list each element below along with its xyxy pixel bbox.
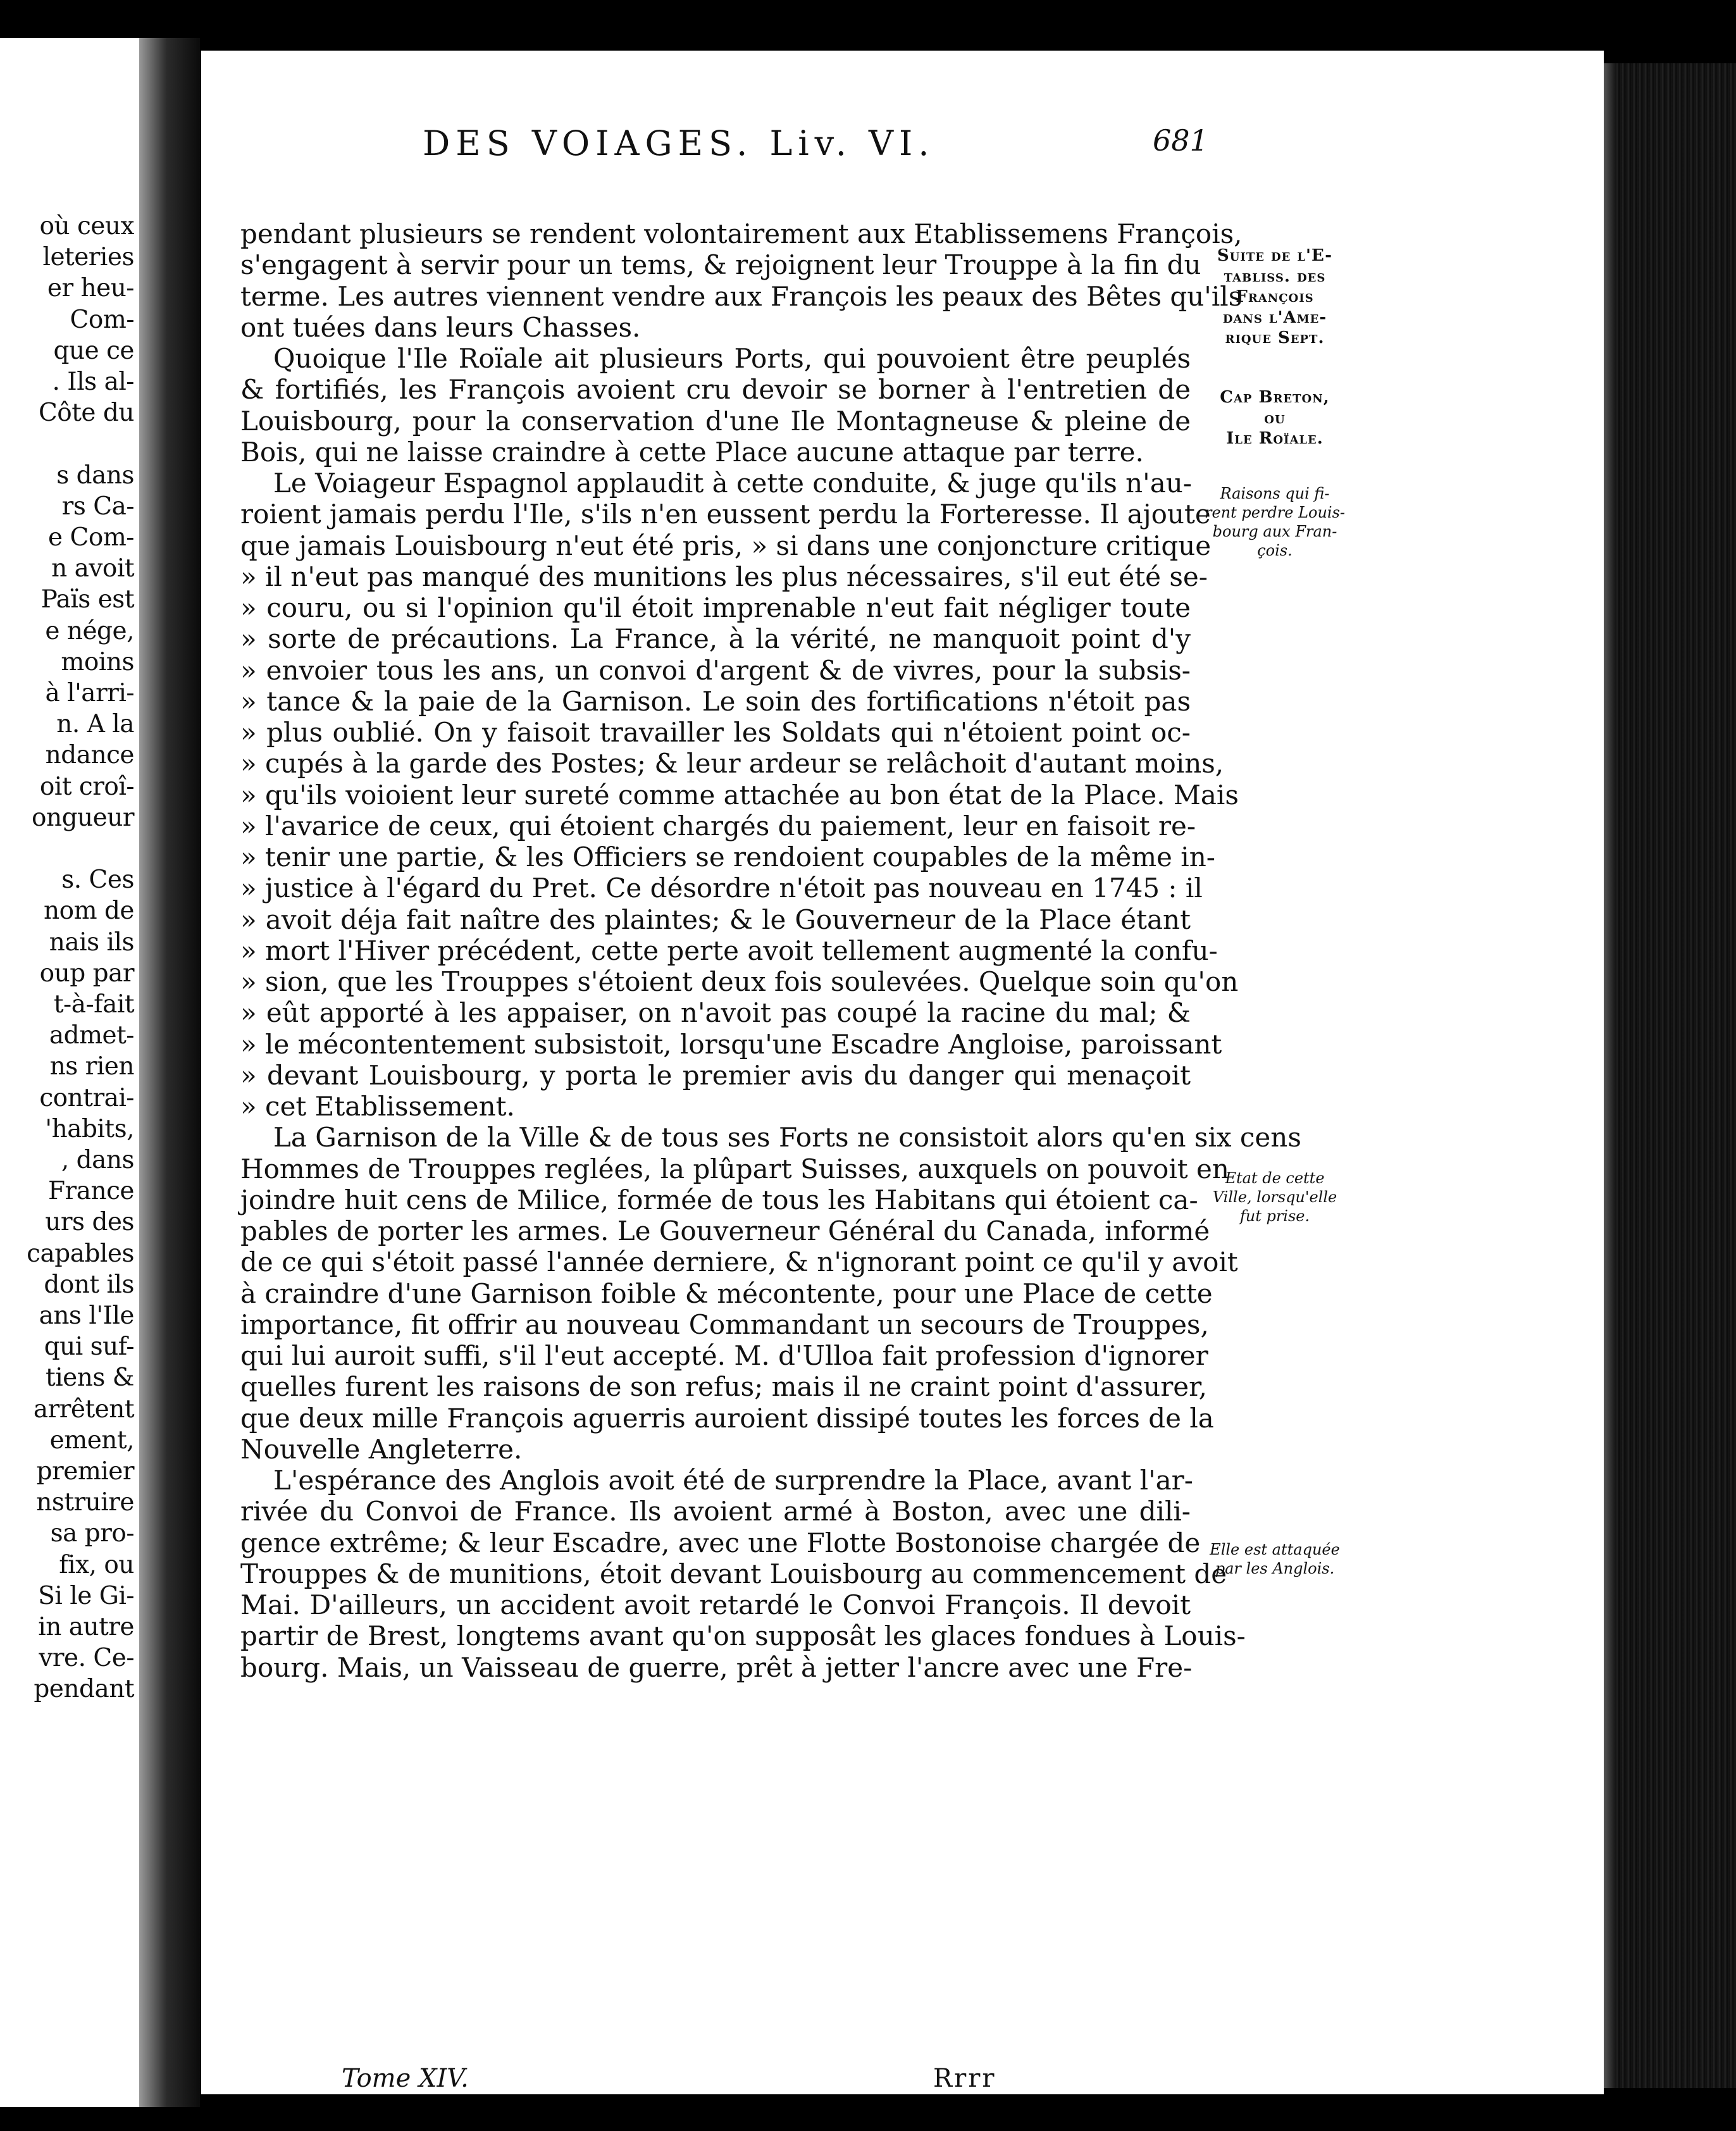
body-line: Quoique l'Ile Roïale ait plusieurs Ports, qui pouvoient être peuplés (273, 343, 1191, 374)
left-page-line: pendant (34, 1675, 134, 1704)
margin-line: tabliss. des (1224, 266, 1326, 286)
body-line: » cupés à la garde des Postes; & leur ardeur se relâchoit d'autant moins, (240, 748, 1224, 780)
margin-line: François (1236, 287, 1314, 306)
left-page-line: Com- (70, 305, 134, 334)
left-page-line: . Ils al- (52, 368, 134, 396)
left-page-line: où ceux (39, 212, 134, 240)
body-line: Bois, qui ne laisse craindre à cette Place aucune attaque par terre. (240, 436, 1144, 468)
margin-line: rent perdre Louis- (1204, 504, 1346, 521)
left-page-line: Si le Gi- (38, 1581, 134, 1610)
left-page-line: contrai- (39, 1083, 134, 1112)
margin-line: Elle est attaquée (1210, 1541, 1340, 1558)
margin-line: Ville, lorsqu'elle (1212, 1188, 1337, 1206)
left-page-line: t-à-fait (53, 990, 134, 1019)
body-line: » devant Louisbourg, y porta le premier avis du danger qui menaçoit (240, 1059, 1191, 1091)
left-page-line: , dans (61, 1146, 134, 1174)
left-page-line: que ce (53, 336, 134, 365)
body-line: Nouvelle Angleterre. (240, 1433, 523, 1465)
book-gutter (139, 38, 200, 2107)
left-page-line: moins (61, 647, 134, 676)
body-line: L'espérance des Anglois avoit été de surprendre la Place, avant l'ar- (273, 1465, 1193, 1496)
body-line: La Garnison de la Ville & de tous ses Forts ne consistoit alors qu'en six cens (273, 1122, 1301, 1153)
left-page-line: e Com- (48, 523, 134, 552)
body-line: » qu'ils voioient leur sureté comme attachée au bon état de la Place. Mais (240, 779, 1239, 811)
left-page-line: ans l'Ile (39, 1302, 134, 1330)
body-line: Mai. D'ailleurs, un accident avoit retardé le Convoi François. Il devoit (240, 1589, 1191, 1620)
body-line: quelles furent les raisons de son refus; mais il ne craint point d'assurer, (240, 1371, 1207, 1403)
left-page-line: vre. Ce- (39, 1644, 134, 1673)
left-page-line: urs des (45, 1208, 134, 1237)
body-line: Le Voiageur Espagnol applaudit à cette conduite, & juge qu'ils n'au- (273, 468, 1192, 499)
left-page-line: sa pro- (50, 1519, 134, 1548)
left-page-line: s dans (56, 461, 134, 490)
volume-label: Tome XIV. (342, 2064, 469, 2093)
body-line: qui lui auroit suffi, s'il l'eut accepté. M. d'Ulloa fait profession d'ignorer (240, 1340, 1208, 1371)
left-page-line: Païs est (40, 585, 134, 614)
left-page-line: oup par (39, 959, 134, 988)
body-line: que jamais Louisbourg n'eut été pris, » si dans une conjoncture critique (240, 530, 1212, 561)
left-page-line: qui suf- (44, 1333, 134, 1362)
left-page-line: n. A la (56, 710, 134, 739)
left-page-line: à l'arri- (45, 679, 134, 707)
body-line: » tenir une partie, & les Officiers se rendoient coupables de la même in- (240, 842, 1215, 873)
margin-note-raisons (1193, 484, 1357, 560)
left-page-line: leteries (42, 243, 134, 272)
left-page-line: rs Ca- (61, 492, 134, 521)
left-page-line: tiens & (46, 1364, 134, 1393)
body-line: » sion, que les Trouppes s'étoient deux fois soulevées. Quelque soin qu'on (240, 966, 1239, 997)
left-page-line: ement, (49, 1426, 134, 1455)
body-line: & fortifiés, les François avoient cru devoir se borner à l'entretien de (240, 374, 1191, 406)
body-line: Hommes de Trouppes reglées, la plûpart Suisses, auxquels on pouvoit en (240, 1153, 1229, 1184)
left-page-line: 'habits, (45, 1114, 134, 1143)
margin-note-etat (1193, 1169, 1357, 1226)
left-page-line: France (48, 1177, 134, 1206)
body-line: » cet Etablissement. (240, 1091, 515, 1122)
body-line: » plus oublié. On y faisoit travailler les Soldats qui n'étoient point oc- (240, 717, 1191, 748)
left-page-line: premier (36, 1457, 134, 1486)
margin-line: fut prise. (1239, 1207, 1310, 1225)
body-line: s'engagent à servir pour un tems, & rejoignent leur Trouppe à la fin du (240, 249, 1201, 281)
left-page-line: oit croî- (39, 772, 134, 801)
body-line: à craindre d'une Garnison foible & mécontente, pour une Place de cette (240, 1277, 1213, 1309)
left-page-line: e nége, (45, 616, 134, 645)
left-page-line: nom de (43, 897, 134, 926)
margin-line: Suite de l'E- (1217, 246, 1333, 265)
margin-heading-cap-breton (1193, 387, 1357, 449)
body-line: terme. Les autres viennent vendre aux François les peaux des Bêtes qu'ils (240, 280, 1243, 312)
body-line: » sorte de précautions. La France, à la vérité, ne manquoit point d'y (240, 623, 1191, 655)
signature-mark: Rrrr (933, 2064, 996, 2093)
body-line: » le mécontentement subsistoit, lorsqu'une Escadre Angloise, paroissant (240, 1028, 1222, 1060)
body-line: » l'avarice de ceux, qui étoient chargés du paiement, leur en faisoit re- (240, 810, 1196, 842)
body-line: importance, fit offrir au nouveau Commandant un secours de Trouppes, (240, 1308, 1209, 1340)
left-page-line: nstruire (36, 1488, 134, 1517)
margin-line: Ile Roïale. (1226, 429, 1324, 448)
margin-note-attaquee (1193, 1540, 1357, 1578)
left-page-line: ns rien (49, 1052, 134, 1081)
margin-line: dans l'Ame- (1222, 308, 1327, 327)
left-page-line: s. Ces (61, 866, 134, 895)
body-line: Trouppes & de munitions, étoit devant Louisbourg au commencement de (240, 1558, 1227, 1589)
margin-line: çois. (1257, 542, 1293, 559)
margin-line: rique Sept. (1225, 328, 1325, 347)
left-page-line: ongueur (31, 803, 134, 832)
body-line: partir de Brest, longtems avant qu'on supposât les glaces fondues à Louis- (240, 1620, 1246, 1652)
body-line: que deux mille François aguerris auroient dissipé toutes les forces de la (240, 1402, 1214, 1434)
left-page-line: capables (27, 1239, 134, 1268)
left-page-line: ndance (45, 741, 134, 770)
left-page-line: Côte du (38, 399, 134, 428)
body-line: pables de porter les armes. Le Gouverneur Général du Canada, informé (240, 1215, 1210, 1246)
body-line: joindre huit cens de Milice, formée de tous les Habitans qui étoient ca- (240, 1184, 1198, 1215)
body-line: bourg. Mais, un Vaisseau de guerre, prêt à jetter l'ancre avec une Fre- (240, 1651, 1193, 1683)
margin-line: Raisons qui fi- (1220, 485, 1330, 502)
body-line: » envoier tous les ans, un convoi d'argent & de vivres, pour la subsis- (240, 654, 1191, 686)
margin-line: bourg aux Fran- (1212, 523, 1337, 540)
left-page-line: in autre (38, 1613, 134, 1641)
margin-line: ou (1264, 408, 1286, 428)
body-line: » justice à l'égard du Pret. Ce désordre n'étoit pas nouveau en 1745 : il (240, 873, 1203, 904)
left-page-line: fix, ou (59, 1550, 134, 1579)
body-line: ont tuées dans leurs Chasses. (240, 311, 641, 343)
body-line: roient jamais perdu l'Ile, s'ils n'en eussent perdu la Forteresse. Il ajoute (240, 499, 1211, 530)
margin-line: Cap Breton, (1220, 388, 1330, 407)
left-page-fragment (0, 38, 139, 2107)
body-line: gence extrême; & leur Escadre, avec une Flotte Bostonoise chargée de (240, 1527, 1201, 1558)
body-line: de ce qui s'étoit passé l'année derniere, & n'ignorant point ce qu'il y avoit (240, 1246, 1238, 1278)
left-page-line: dont ils (44, 1270, 134, 1299)
body-line: » couru, ou si l'opinion qu'il étoit imprenable n'eut fait négliger toute (240, 592, 1191, 623)
running-title: DES VOIAGES. Liv. VI. (423, 123, 935, 163)
page-number: 681 (1153, 123, 1208, 158)
body-line: rivée du Convoi de France. Ils avoient armé à Boston, avec une dili- (240, 1496, 1191, 1527)
margin-line: Etat de cette (1225, 1169, 1325, 1187)
body-line: Louisbourg, pour la conservation d'une Ile Montagneuse & pleine de (240, 405, 1191, 437)
left-page-line: n avoit (51, 554, 134, 583)
body-line: pendant plusieurs se rendent volontairement aux Etablissemens François, (240, 218, 1243, 249)
body-line: » tance & la paie de la Garnison. Le soin des fortifications n'étoit pas (240, 685, 1191, 717)
body-line: » eût apporté à les appaiser, on n'avoit pas coupé la racine du mal; & (240, 997, 1191, 1029)
margin-line: par les Anglois. (1215, 1560, 1335, 1577)
body-line: » il n'eut pas manqué des munitions les plus nécessaires, s'il eut été se- (240, 561, 1208, 592)
left-page-line: arrêtent (33, 1395, 134, 1424)
margin-heading (1193, 245, 1357, 349)
body-line: » mort l'Hiver précédent, cette perte avoit tellement augmenté la confu- (240, 935, 1218, 966)
page-edges (1604, 63, 1736, 2088)
left-page-line: admet- (49, 1021, 134, 1050)
left-page-line: nais ils (49, 928, 134, 957)
left-page-line: er heu- (47, 274, 134, 303)
body-line: » avoit déja fait naître des plaintes; & le Gouverneur de la Place étant (240, 904, 1191, 935)
